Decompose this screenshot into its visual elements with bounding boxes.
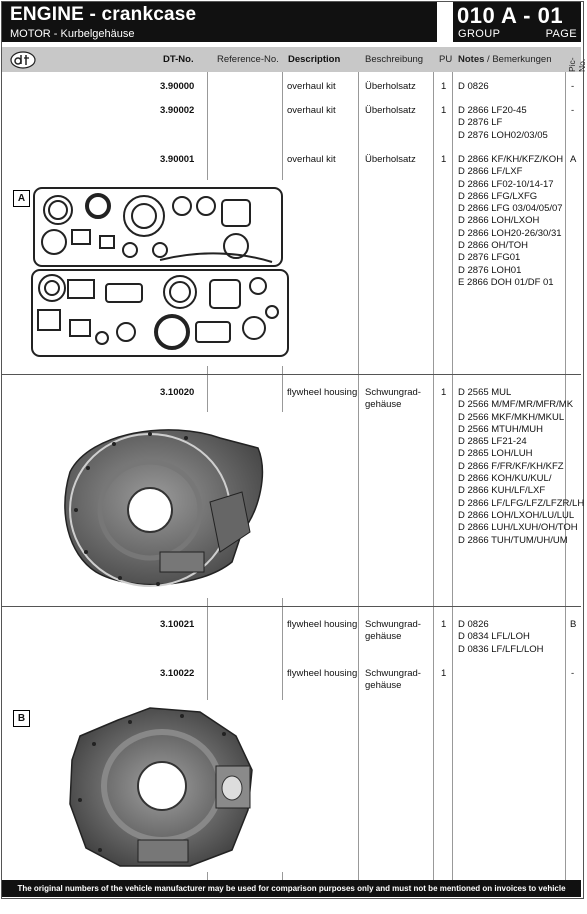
section-separator — [2, 606, 581, 607]
section-separator — [2, 374, 581, 375]
col-pic-no: Pic-No. — [567, 57, 587, 72]
col-notes-de: / Bemerkungen — [484, 54, 552, 65]
description: flywheel housing — [287, 387, 358, 398]
group-label: GROUP — [458, 28, 501, 40]
dt-number: 3.10020 — [160, 387, 195, 398]
beschreibung: Überholsatz — [365, 81, 416, 92]
divider — [452, 72, 453, 880]
col-reference-no: Reference-No. — [217, 54, 279, 65]
pu: 1 — [441, 105, 447, 116]
description: overhaul kit — [287, 81, 336, 92]
gasket-kit-image — [10, 180, 320, 366]
pu: 1 — [441, 668, 447, 679]
column-header-bar — [2, 47, 587, 72]
picture-label-a: A — [13, 190, 30, 207]
beschreibung: Schwungrad- gehäuse — [365, 387, 421, 411]
description: overhaul kit — [287, 154, 336, 165]
page-subtitle: MOTOR - Kurbelgehäuse — [10, 28, 135, 40]
beschreibung: Schwungrad- gehäuse — [365, 668, 421, 692]
description: flywheel housing — [287, 619, 358, 630]
dt-number: 3.90000 — [160, 81, 195, 92]
beschreibung: Schwungrad- gehäuse — [365, 619, 421, 643]
col-notes-en: Notes — [458, 54, 485, 65]
group-code: 010 A - 01 — [457, 3, 564, 28]
group-block — [453, 2, 581, 42]
pic-no: A — [570, 154, 577, 165]
gasket-kit-drawing — [10, 180, 320, 366]
dt-number: 3.10022 — [160, 668, 195, 679]
pu: 1 — [441, 154, 447, 165]
page-title: ENGINE - crankcase — [10, 4, 197, 25]
dt-number: 3.90001 — [160, 154, 195, 165]
notes: D 0826 — [458, 81, 489, 92]
description: overhaul kit — [287, 105, 336, 116]
pic-no: B — [570, 619, 577, 630]
flywheel-housing-drawing — [10, 412, 320, 598]
notes: D 2866 LF20-45 D 2876 LF D 2876 LOH02/03/05 — [458, 105, 548, 141]
divider — [358, 72, 359, 880]
footer-disclaimer: The original numbers of the vehicle manufacturer may be used for comparison purposes only and must not be mentioned on invoices to vehicle owners. — [2, 880, 581, 897]
page-label: PAGE — [545, 28, 577, 40]
pic-no: - — [571, 105, 575, 116]
col-dt-no: DT-No. — [163, 54, 194, 65]
notes: D 0826 D 0834 LFL/LOH D 0836 LF/LFL/LOH — [458, 619, 544, 655]
pu: 1 — [441, 81, 447, 92]
notes: D 2866 KF/KH/KFZ/KOH D 2866 LF/LXF D 2866 LF02-10/14-17 D 2866 LFG/LXFG D 2866 LFG 03/04/05/07 D 2866 LOH/LXOH D 2866 LOH20-26/30/31 D 2866 OH/TOH D 2876 LFG01 D 2876 LOH01 E 2866 DOH 01/DF 01 — [458, 154, 564, 288]
flywheel-housing-b-image — [10, 700, 320, 872]
divider — [433, 72, 434, 880]
col-pu: PU — [439, 54, 453, 65]
pic-no: - — [571, 81, 575, 92]
dt-logo-icon — [9, 50, 37, 69]
dt-number: 3.10021 — [160, 619, 195, 630]
picture-label-b: B — [13, 710, 30, 727]
description: flywheel housing — [287, 668, 358, 679]
beschreibung: Überholsatz — [365, 105, 416, 116]
flywheel-housing-b-drawing — [10, 700, 320, 872]
notes: D 2565 MUL D 2566 M/MF/MR/MFR/MK D 2566 MKF/MKH/MKUL D 2566 MTUH/MUH D 2865 LF21-24 D 2865 LOH/LUH D 2866 F/FR/KF/KH/KFZ D 2866 KOH/KU/KUL/ D 2866 KUH/LF/LXF D 2866 LF/LFG/LFZ/LFZR/LH D 2866 LOH/LXOH/LU/LUL D 2866 LUH/LXUH/OH/TOH D 2866 TUH/TUM/UH/UM — [458, 387, 585, 546]
col-description: Description — [288, 54, 341, 65]
pu: 1 — [441, 619, 447, 630]
col-beschreibung: Beschreibung — [365, 54, 424, 65]
beschreibung: Überholsatz — [365, 154, 416, 165]
flywheel-housing-image — [10, 412, 320, 598]
pic-no: - — [571, 668, 575, 679]
title-block — [2, 2, 437, 42]
dt-number: 3.90002 — [160, 105, 195, 116]
pu: 1 — [441, 387, 447, 398]
col-notes — [458, 54, 551, 65]
